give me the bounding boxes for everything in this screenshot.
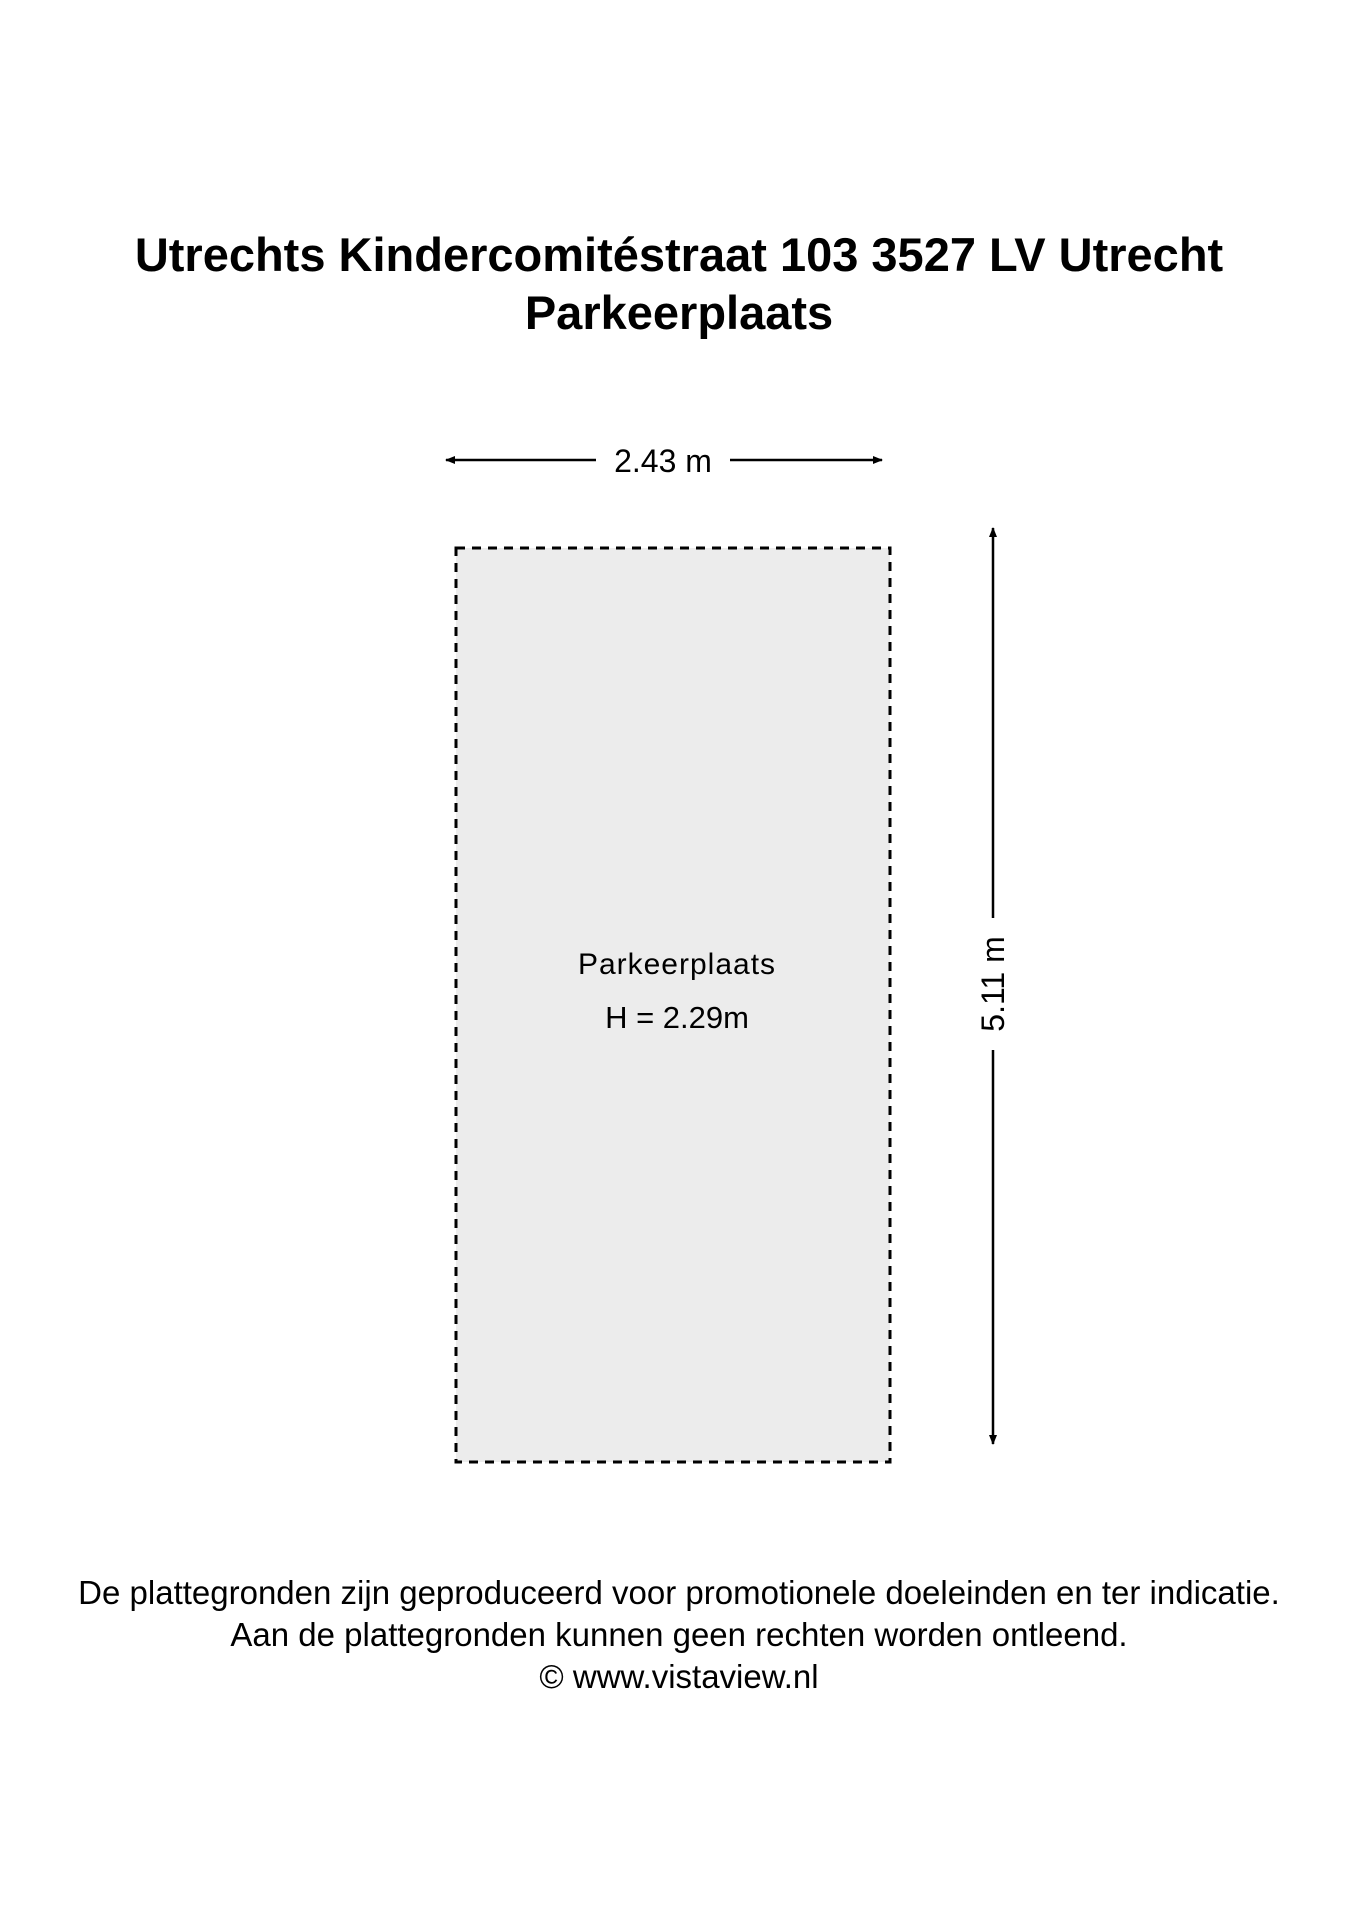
room-height-label: H = 2.29m: [605, 1000, 749, 1035]
width-dimension-label: 2.43 m: [614, 443, 712, 479]
width-dimension: [446, 443, 882, 479]
copyright-line: © www.vistaview.nl: [539, 1658, 819, 1695]
length-dimension-label: 5.11 m: [975, 936, 1011, 1032]
floor-title: Parkeerplaats: [524, 286, 834, 339]
disclaimer-line-2: Aan de plattegronden kunnen geen rechten worden ontleend.: [230, 1616, 1128, 1653]
disclaimer: [0, 1572, 1358, 1698]
address-title: Utrechts Kindercomitéstraat 103 3527 LV Utrecht: [134, 228, 1224, 281]
room-name-label: Parkeerplaats: [577, 948, 777, 981]
length-dimension: [975, 528, 1011, 1444]
disclaimer-line-1: De plattegronden zijn geproduceerd voor promotionele doeleinden en ter indicatie.: [78, 1574, 1280, 1611]
